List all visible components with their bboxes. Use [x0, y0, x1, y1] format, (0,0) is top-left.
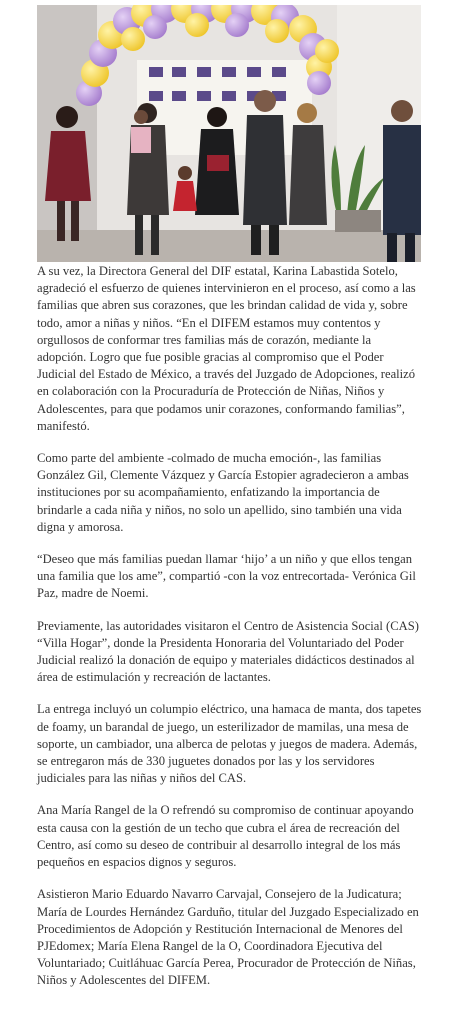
article-paragraph: A su vez, la Directora General del DIF estatal, Karina Labastida Sotelo, agradeció el esfuerzo de quienes intervinieron en el proceso, así como a las familias que abren sus corazones, que les brindan calidad de vida y, sobre todo, amor a niñas y niños. “En el DIFEM estamos muy contentos y orgullosos de conformar tres familias más de corazón, mediante la adopción. Logro que fue posible gracias al compromiso que el Poder Judicial del Estado de México, a través del Juzgado de Adopciones, realizó en colaboración con la Procuraduría de Protección de Niñas, Niños y Adolescentes, para que podamos unir corazones, conformando familias”, manifestó. — [37, 264, 416, 433]
article-paragraph: Previamente, las autoridades visitaron el Centro de Asistencia Social (CAS) “Villa Hogar”, donde la Presidenta Honoraria del Voluntariado del Poder Judicial realizó la donación de equipo y materiales didácticos destinados al área de estimulación y recreación de lactantes. — [37, 618, 419, 685]
article-photo — [37, 5, 421, 262]
article-paragraph: Asistieron Mario Eduardo Navarro Carvajal, Consejero de la Judicatura; María de Lourdes Hernández Garduño, titular del Juzgado Especializado en Procedimientos de Adopción y Restitución Internacional de Menores del PJEdomex; María Elena Rangel de la O, Coordinadora Ejecutiva del Voluntariado; Cuitláhuac García Perea, Procurador de Protección de Niñas, Niños y Adolescentes del DIFEM. — [37, 887, 419, 988]
article-body — [37, 263, 423, 1005]
article-paragraph: Ana María Rangel de la O refrendó su compromiso de continuar apoyando esta causa con la gestión de un techo que cubra el área de recreación del Centro, así como su deseo de contribuir al desarrollo integral de los más pequeños en espacios dignos y seguros. — [37, 803, 414, 870]
article-paragraph: La entrega incluyó un columpio eléctrico, una hamaca de manta, dos tapetes de foamy, un barandal de juego, un esterilizador de mamilas, una mesa de soporte, un cambiador, una alberca de pelotas y juegos de madera. Además, se entregaron más de 330 juguetes donados por las y los servidores judiciales para las niñas y niños del CAS. — [37, 702, 422, 786]
article-paragraph: Como parte del ambiente -colmado de mucha emoción-, las familias González Gil, Clemente Vázquez y García Estopier agradecieron a ambas instituciones por su acompañamiento, enfatizando la importancia de brindarle a cada niña y niños, no solo un apellido, sino también una vida digna y amorosa. — [37, 451, 409, 534]
article-paragraph: “Deseo que más familias puedan llamar ‘hijo’ a un niño y que ellos tengan una familia que los ame”, compartió -con la voz entrecortada- Verónica Gil Paz, madre de Noemi. — [37, 552, 416, 601]
